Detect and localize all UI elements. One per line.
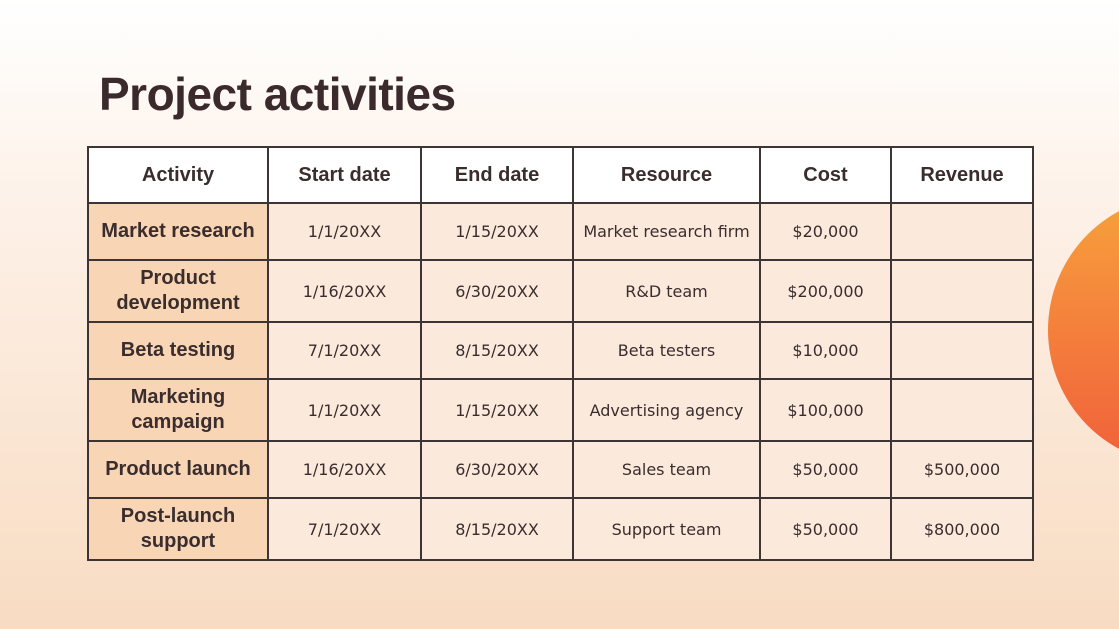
- table-row: [88, 260, 1033, 322]
- cost-cell: $100,000: [760, 379, 891, 441]
- header-resource: Resource: [573, 147, 760, 203]
- start-date-cell: 7/1/20XX: [268, 498, 421, 560]
- end-date-cell: 1/15/20XX: [421, 379, 573, 441]
- header-end-date: End date: [421, 147, 573, 203]
- cost-cell: $200,000: [760, 260, 891, 322]
- revenue-cell: $500,000: [891, 441, 1033, 498]
- revenue-cell: [891, 379, 1033, 441]
- header-cost: Cost: [760, 147, 891, 203]
- resource-cell: Advertising agency: [573, 379, 760, 441]
- revenue-cell: $800,000: [891, 498, 1033, 560]
- header-activity: Activity: [88, 147, 268, 203]
- activity-cell: Post-launch support: [88, 498, 268, 560]
- header-start-date: Start date: [268, 147, 421, 203]
- resource-cell: R&D team: [573, 260, 760, 322]
- table-row: [88, 498, 1033, 560]
- table-row: [88, 322, 1033, 379]
- revenue-cell: [891, 260, 1033, 322]
- activities-table: [87, 146, 1034, 561]
- activity-cell: Marketing campaign: [88, 379, 268, 441]
- cost-cell: $20,000: [760, 203, 891, 260]
- resource-cell: Market research firm: [573, 203, 760, 260]
- start-date-cell: 1/16/20XX: [268, 441, 421, 498]
- cost-cell: $50,000: [760, 498, 891, 560]
- cost-cell: $50,000: [760, 441, 891, 498]
- table-header-row: [88, 147, 1033, 203]
- end-date-cell: 8/15/20XX: [421, 322, 573, 379]
- activity-cell: Market research: [88, 203, 268, 260]
- decorative-orange-circle: [1048, 195, 1119, 465]
- table-row: [88, 441, 1033, 498]
- start-date-cell: 1/1/20XX: [268, 379, 421, 441]
- header-revenue: Revenue: [891, 147, 1033, 203]
- start-date-cell: 7/1/20XX: [268, 322, 421, 379]
- start-date-cell: 1/1/20XX: [268, 203, 421, 260]
- resource-cell: Sales team: [573, 441, 760, 498]
- page-title: Project activities: [99, 68, 456, 120]
- table-row: [88, 203, 1033, 260]
- start-date-cell: 1/16/20XX: [268, 260, 421, 322]
- activity-cell: Product launch: [88, 441, 268, 498]
- cost-cell: $10,000: [760, 322, 891, 379]
- resource-cell: Support team: [573, 498, 760, 560]
- end-date-cell: 8/15/20XX: [421, 498, 573, 560]
- table-row: [88, 379, 1033, 441]
- revenue-cell: [891, 322, 1033, 379]
- revenue-cell: [891, 203, 1033, 260]
- resource-cell: Beta testers: [573, 322, 760, 379]
- activity-cell: Product development: [88, 260, 268, 322]
- end-date-cell: 6/30/20XX: [421, 260, 573, 322]
- end-date-cell: 1/15/20XX: [421, 203, 573, 260]
- activity-cell: Beta testing: [88, 322, 268, 379]
- end-date-cell: 6/30/20XX: [421, 441, 573, 498]
